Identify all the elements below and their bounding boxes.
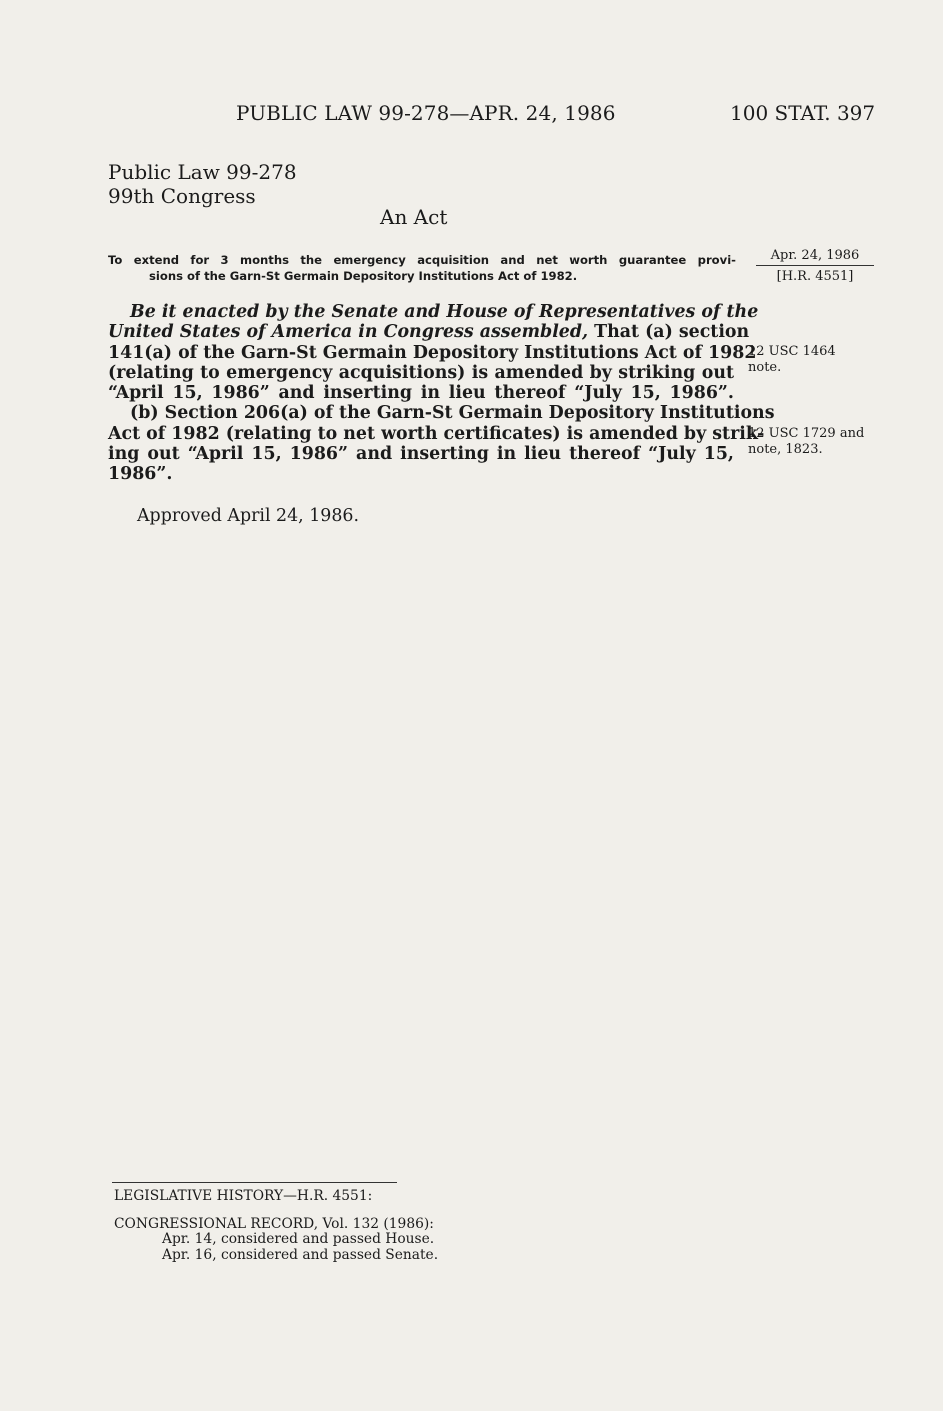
- legislative-action: Apr. 14, considered and passed House.: [162, 1231, 435, 1247]
- body-line-italic: United States of America in Congress assembled,: [108, 322, 589, 343]
- margin-note-1: [748, 344, 836, 376]
- legislative-actions: [162, 1231, 438, 1263]
- body-line: (b) Section 206(a) of the Garn-St Germain Depository Institutions: [130, 403, 775, 424]
- approval-statement: Approved April 24, 1986.: [137, 506, 360, 526]
- body-line: Act of 1982 (relating to net worth certificates) is amended by strik-: [108, 423, 765, 444]
- margin-note-1-line-2: note.: [748, 360, 782, 375]
- legislative-history-heading: LEGISLATIVE HISTORY—H.R. 4551:: [114, 1188, 373, 1204]
- bill-number: [H.R. 4551]: [776, 269, 854, 284]
- public-law-number: Public Law 99-278: [108, 160, 297, 184]
- statute-reference: 100 STAT. 397: [730, 101, 876, 125]
- body-line-rest: That (a) section: [588, 322, 750, 343]
- congress-number: 99th Congress: [108, 184, 256, 208]
- legislative-action: Apr. 16, considered and passed Senate.: [162, 1247, 439, 1263]
- body-line: 141(a) of the Garn-St Germain Depository Institutions Act of 1982: [108, 342, 757, 363]
- margin-note-2: [748, 426, 864, 458]
- margin-note-2-line-2: note, 1823.: [748, 442, 823, 457]
- body-line: [108, 322, 750, 343]
- act-purpose: [108, 252, 736, 284]
- purpose-line-2: sions of the Garn-St Germain Depository Institutions Act of 1982.: [149, 269, 578, 283]
- margin-note-2-line-1: 12 USC 1729 and: [748, 426, 865, 441]
- body-line: “April 15, 1986” and inserting in lieu thereof “July 15, 1986”.: [108, 383, 734, 404]
- margin-date-block: [756, 247, 874, 285]
- body-line: 1986”.: [108, 464, 173, 485]
- margin-note-1-line-1: 12 USC 1464: [748, 344, 836, 359]
- footnote-divider: [112, 1182, 397, 1183]
- running-head: PUBLIC LAW 99-278—APR. 24, 1986: [236, 101, 616, 125]
- body-line: Be it enacted by the Senate and House of Representatives of the: [130, 302, 759, 322]
- act-heading: An Act: [380, 205, 448, 229]
- body-line: ing out “April 15, 1986” and inserting in lieu thereof “July 15,: [108, 444, 734, 465]
- body-line: (relating to emergency acquisitions) is amended by striking out: [108, 362, 734, 383]
- approval-date: Apr. 24, 1986: [756, 247, 874, 266]
- purpose-line-1: To extend for 3 months the emergency acquisition and net worth guarantee provi-: [108, 253, 736, 267]
- congressional-record: CONGRESSIONAL RECORD, Vol. 132 (1986):: [114, 1216, 434, 1232]
